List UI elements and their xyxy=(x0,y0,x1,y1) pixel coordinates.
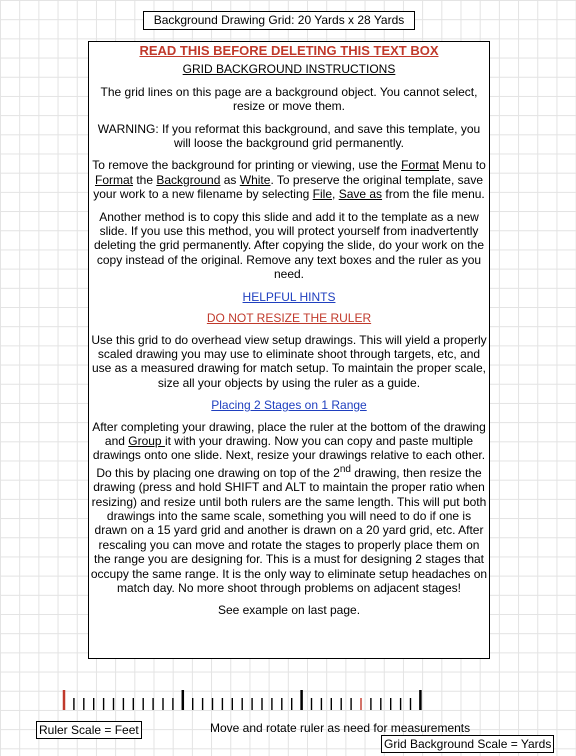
format-menu-ref: Format xyxy=(401,158,440,173)
page-title: Background Drawing Grid: 20 Yards x 28 Yards xyxy=(143,11,415,30)
background-ref: Background xyxy=(156,172,221,187)
ruler[interactable] xyxy=(62,688,428,710)
paragraph-copy-slide: Another method is to copy this slide and add it to the template as a new slide. If you use this method, you will protect yourself from inadvertently deleting the grid permanently. After copying the slide, do your work on the copy instead of the original. Remove any text boxes and the ruler as you need. xyxy=(93,209,484,282)
paragraph-remove-background: To remove the background for printing or viewing, use the Format Menu to Format the Background as White. To preserve the original template, save your work to a new filename by selecting File, Save as from the file menu. xyxy=(92,158,486,202)
do-not-resize-heading: DO NOT RESIZE THE RULER xyxy=(206,311,372,326)
paragraph-see-example: See example on last page. xyxy=(217,603,361,618)
instructions-text-box[interactable] xyxy=(88,41,490,659)
format-ref: Format xyxy=(94,172,133,187)
paragraph-background-object: The grid lines on this page are a background object. You cannot select, resize or move them. xyxy=(100,84,478,114)
white-ref: White xyxy=(239,172,271,187)
paragraph-warning: WARNING: If you reformat this background, and save this template, you will loose the background grid permanently. xyxy=(97,121,481,151)
paragraph-use-grid: Use this grid to do overhead view setup drawings. This will yield a properly scaled drawing you may use to eliminate shoot through targets, etc, and use as a measured drawing for match setup. To maintain the proper scale, size all your objects by using the ruler as a guide. xyxy=(91,332,487,390)
helpful-hints-heading: HELPFUL HINTS xyxy=(242,289,336,304)
paragraph-placing-stages: After completing your drawing, place the ruler at the bottom of the drawing and Group it with your drawing. Now you can copy and paste multiple drawings onto one slide. Next, resize your drawings relative to each other. Do this by placing one drawing on top of the 2nd drawing, then resize the drawing (press and hold SHIFT and ALT to maintain the proper ratio when resizing) and resize until both rulers are the same length. This will put both drawings into the same scale, something you will need to do if one is drawn on a 15 yard grid and another is drawn on a 20 yard grid, etc. After rescaling you can move and rotate the stages to properly place them on the range you are designing for. This is a must for designing 2 stages that occupy the same range. It is the only way to eliminate setup headaches on match day. No more shoot through problems on adjacent stages! xyxy=(90,419,488,595)
save-as-ref: Save as xyxy=(338,187,383,202)
grid-scale-label: Grid Background Scale = Yards xyxy=(381,735,554,753)
instructions-subheading: GRID BACKGROUND INSTRUCTIONS xyxy=(182,62,396,77)
ruler-scale-label: Ruler Scale = Feet xyxy=(36,721,142,739)
group-ref: Group xyxy=(128,433,165,448)
warning-heading: READ THIS BEFORE DELETING THIS TEXT BOX xyxy=(139,43,439,58)
ruler-note: Move and rotate ruler as need for measurements xyxy=(210,721,471,735)
placing-stages-heading: Placing 2 Stages on 1 Range xyxy=(211,398,367,413)
file-ref: File xyxy=(312,187,333,202)
